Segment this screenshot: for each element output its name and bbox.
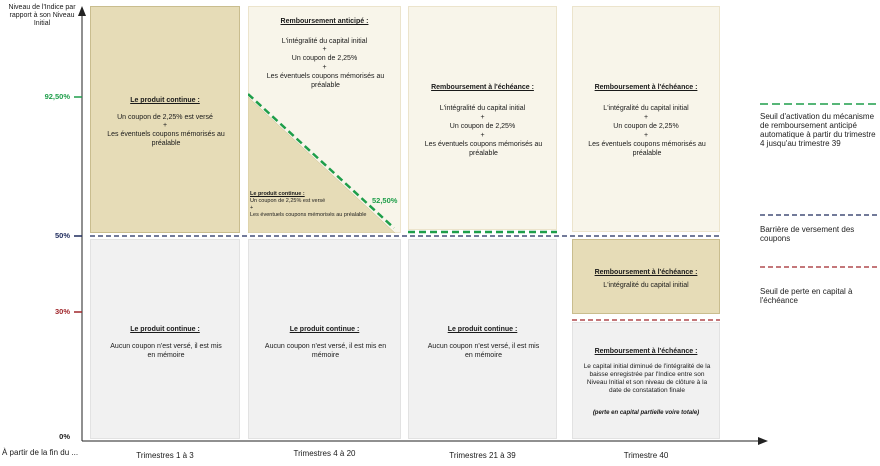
p3-upper-line2: Un coupon de 2,25% — [449, 123, 516, 130]
x-label-period-2: Trimestres 4 à 20 — [293, 449, 356, 458]
p2-lower-line1: Aucun coupon n'est versé, il est mis en mémoire — [264, 343, 387, 359]
tick-0-label: 0% — [59, 432, 70, 441]
y-axis-label: Niveau de l'Indice par rapport à son Niveau Initial — [8, 4, 76, 27]
p4-upper-line2: Un coupon de 2,25% — [613, 123, 679, 130]
p2-upper-line2: Un coupon de 2,25% — [291, 55, 358, 62]
p2-triangle-line2: Les éventuels coupons mémorisés au préalable — [250, 212, 367, 218]
p3-lower-title: Le produit continue : — [447, 326, 518, 333]
p1-upper-line2: Les éventuels coupons mémorisés au préalable — [107, 131, 225, 147]
tick-30-label: 30% — [54, 307, 70, 316]
p3-lower-line1: Aucun coupon n'est versé, il est mis en mémoire — [427, 343, 540, 359]
p1-upper-line1: Un coupon de 2,25% est versé — [117, 114, 213, 121]
p4-lower-line1: Le capital initial diminué de l'intégralité de la baisse enregistrée par l'Indice entre son Niveau Initial et son niveau de clôture à la date de constatation finale — [583, 363, 711, 394]
p4-upper-plus1: + — [643, 114, 649, 121]
p3-upper-line1: L'intégralité du capital initial — [439, 105, 526, 112]
p4-upper-plus2: + — [643, 132, 649, 139]
p2-upper-plus1: + — [322, 46, 327, 53]
p2-upper-line3: Les éventuels coupons mémorisés au préalable — [266, 73, 385, 89]
p2-triangle-line1: Un coupon de 2,25% est versé — [250, 198, 326, 204]
p1-upper-title: Le produit continue : — [130, 97, 200, 104]
p2-lower-title: Le produit continue : — [289, 326, 360, 333]
legend-autocall-text: Seuil d'activation du mécanisme de remboursement anticipé automatique à partir du trimestre 4 jusqu'au trimestre 39 — [760, 112, 876, 148]
p4-upper-line1: L'intégralité du capital initial — [603, 105, 689, 112]
x-label-period-1: Trimestres 1 à 3 — [136, 451, 194, 460]
p3-upper-plus2: + — [480, 132, 485, 139]
p3-upper-line3: Les éventuels coupons mémorisés au préalable — [424, 141, 543, 157]
p4-lower-title: Remboursement à l'échéance : — [594, 348, 698, 355]
p2-upper-line1: L'intégralité du capital initial — [281, 38, 368, 45]
legend-coupon-text: Barrière de versement des coupons — [760, 225, 855, 243]
tick-50-label: 50% — [54, 231, 70, 240]
p4-upper-title: Remboursement à l'échéance : — [594, 84, 698, 91]
x-label-period-3: Trimestres 21 à 39 — [449, 451, 516, 460]
p1-lower-line1: Aucun coupon n'est versé, il est mis en mémoire — [110, 343, 222, 359]
x-axis-corner-label: À partir de la fin du ... — [2, 448, 79, 457]
p4-mid-line1: L'intégralité du capital initial — [603, 282, 689, 289]
p1-upper-plus: + — [162, 122, 168, 129]
p2-upper-title: Remboursement anticipé : — [280, 18, 369, 25]
p3-upper-plus1: + — [480, 114, 485, 121]
p2-upper-plus2: + — [322, 64, 327, 71]
legend-capital-loss-text: Seuil de perte en capital à l'échéance — [760, 287, 853, 305]
p3-upper-title: Remboursement à l'échéance : — [431, 84, 534, 91]
p1-lower-title: Le produit continue : — [130, 326, 200, 333]
tick-92-label: 92,50% — [44, 92, 70, 101]
x-label-period-4: Trimestre 40 — [623, 451, 669, 460]
p4-upper-line3: Les éventuels coupons mémorisés au préalable — [588, 141, 706, 157]
p2-triangle-plus: + — [250, 205, 254, 211]
p2-triangle-title: Le produit continue : — [250, 191, 305, 197]
p2-barrier-label: 52,50% — [372, 196, 398, 205]
p4-mid-title: Remboursement à l'échéance : — [594, 269, 698, 276]
p4-lower-note: (perte en capital partielle voire totale) — [592, 410, 700, 416]
